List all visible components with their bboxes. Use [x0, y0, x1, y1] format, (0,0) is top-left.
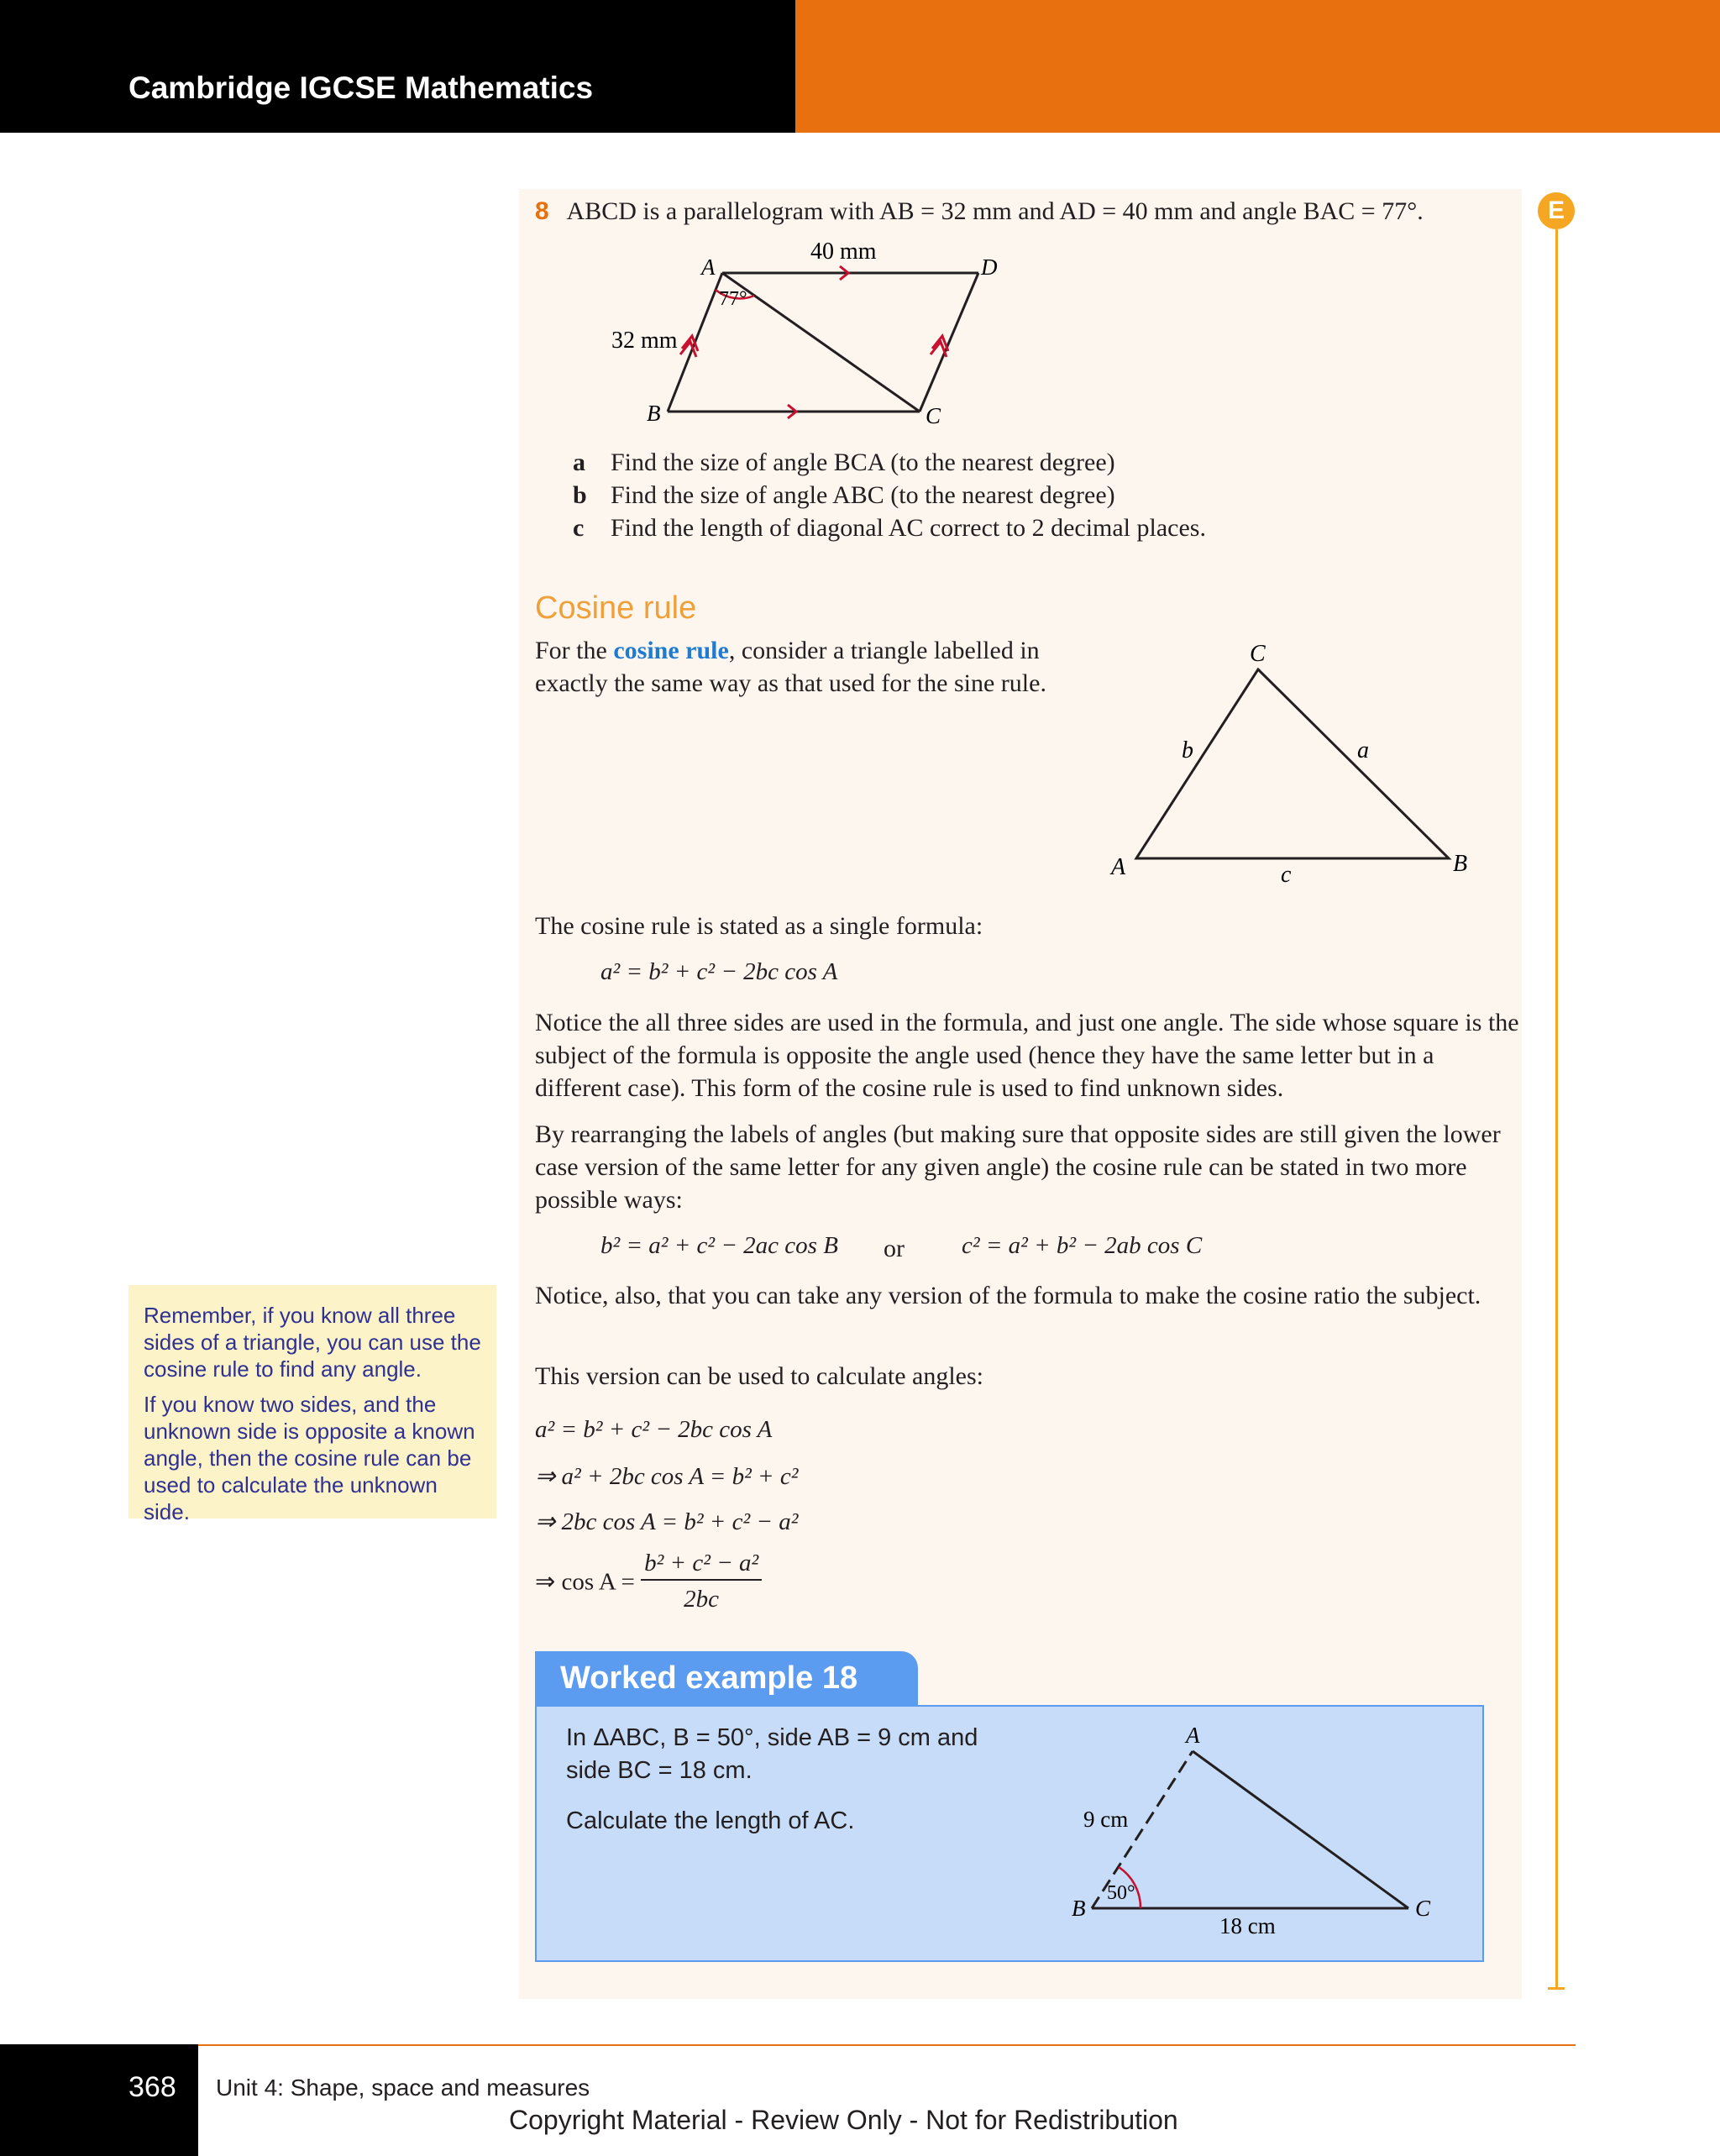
labelled-triangle-diagram [1100, 634, 1487, 886]
derivation-line-3: ⇒ 2bc cos A = b² + c² − a² [535, 1508, 799, 1535]
worked-example-title: Worked example 18 [535, 1651, 918, 1705]
we-vertex-C: C [1415, 1896, 1431, 1921]
we-vertex-B: B [1072, 1896, 1086, 1921]
extended-marker-line [1555, 229, 1558, 1989]
vertex-B: B [647, 401, 661, 426]
we-vertex-A: A [1186, 1723, 1200, 1748]
question-8-part-b [573, 479, 1115, 511]
question-8-stem [535, 195, 1424, 228]
side-DC [920, 273, 978, 412]
notice-also-paragraph: Notice, also, that you can take any version of the formula to make the cosine ratio the subject. [535, 1282, 1481, 1309]
formula-c: c² = a² + b² − 2ab cos C [962, 1232, 1203, 1259]
final-lhs: ⇒ cos A = [535, 1568, 635, 1596]
question-8-part-c [573, 511, 1206, 544]
we-label-angle: 50° [1107, 1882, 1135, 1904]
formula-main: a² = b² + c² − 2bc cos A [600, 958, 838, 985]
vertex-A: A [701, 254, 716, 280]
triangle-side-c: c [1281, 862, 1292, 886]
triangle-vertex-C: C [1250, 641, 1266, 667]
keyterm-cosine-rule[interactable]: cosine rule [613, 637, 729, 664]
part-text-a: Find the size of angle BCA (to the nearest degree) [611, 449, 1115, 476]
we-side-AC [1193, 1751, 1408, 1908]
question-8-part-a [573, 446, 1115, 479]
footer-rule [198, 2044, 1576, 2046]
tip-box [128, 1285, 496, 1524]
triangle-ABC [1136, 669, 1449, 858]
question-number: 8 [535, 197, 549, 225]
worked-example-triangle [1067, 1718, 1453, 1953]
section-heading-cosine-rule: Cosine rule [535, 590, 697, 626]
extended-marker-end [1548, 1987, 1565, 1990]
triangle-side-b: b [1182, 737, 1193, 763]
triangle-side-a: a [1357, 737, 1369, 763]
vertex-D: D [981, 254, 998, 280]
header-bar [0, 0, 795, 133]
extended-badge: E [1538, 192, 1575, 229]
parallelogram-diagram [588, 239, 1008, 433]
label-angle-77: 77° [719, 288, 747, 310]
part-letter-a: a [573, 449, 585, 476]
derivation-line-4 [535, 1550, 762, 1613]
fraction-numerator: b² + c² − a² [641, 1550, 762, 1581]
vertex-C: C [926, 403, 941, 428]
cosine-rule-intro [535, 634, 1106, 700]
header-accent-bar [795, 0, 1720, 133]
page-number: 368 [128, 2071, 176, 2103]
label-left-side: 32 mm [611, 328, 678, 354]
diagonal-AC [722, 273, 920, 412]
derivation-line-1: a² = b² + c² − 2bc cos A [535, 1416, 773, 1443]
part-letter-b: b [573, 481, 587, 509]
unit-title: Unit 4: Shape, space and measures [216, 2075, 590, 2101]
label-top-side: 40 mm [810, 239, 877, 265]
triangle-vertex-A: A [1111, 854, 1126, 880]
intro-after: , consider a triangle labelled in exactly the same way as that used for the sine rule. [535, 637, 1046, 697]
worked-example-line-1: In ΔABC, B = 50°, side AB = 9 cm and side BC = 18 cm. [566, 1724, 978, 1784]
we-label-AB: 9 cm [1083, 1807, 1129, 1832]
single-formula-intro: The cosine rule is stated as a single formula: [535, 912, 983, 940]
part-text-b: Find the size of angle ABC (to the nearest degree) [611, 481, 1115, 509]
tip-paragraph-1: Remember, if you know all three sides of a triangle, you can use the cosine rule to find any angle. [144, 1303, 481, 1382]
worked-example-line-2: Calculate the length of AC. [566, 1807, 855, 1834]
part-letter-c: c [573, 514, 585, 542]
copyright-notice: Copyright Material - Review Only - Not for Redistribution [509, 2105, 1178, 2135]
formula-b: b² = a² + c² − 2ac cos B [600, 1232, 838, 1259]
part-text-c: Find the length of diagonal AC correct to 2 decimal places. [611, 514, 1206, 542]
cos-fraction [641, 1550, 762, 1613]
or-word: or [884, 1235, 905, 1262]
we-label-BC: 18 cm [1219, 1913, 1276, 1938]
notice-paragraph: Notice the all three sides are used in the formula, and just one angle. The side whose square is the subject of the formula is opposite the angle used (hence they have the same letter but in a different case). This form of the cosine rule is used to find unknown sides. [535, 1009, 1519, 1102]
rearrange-paragraph: By rearranging the labels of angles (but making sure that opposite sides are still given the lower case version of the same letter for any given angle) the cosine rule can be stated in two more possible ways: [535, 1120, 1501, 1214]
angles-intro: This version can be used to calculate angles: [535, 1362, 983, 1390]
intro-before: For the [535, 637, 614, 664]
triangle-vertex-B: B [1453, 851, 1468, 877]
book-title: Cambridge IGCSE Mathematics [128, 71, 594, 105]
tip-paragraph-2: If you know two sides, and the unknown side is opposite a known angle, then the cosine rule can be used to calculate the unknown side. [144, 1392, 475, 1524]
fraction-denominator: 2bc [684, 1586, 720, 1613]
question-stem-text: ABCD is a parallelogram with AB = 32 mm and AD = 40 mm and angle BAC = 77°. [566, 197, 1424, 225]
derivation-line-2: ⇒ a² + 2bc cos A = b² + c² [535, 1463, 799, 1490]
